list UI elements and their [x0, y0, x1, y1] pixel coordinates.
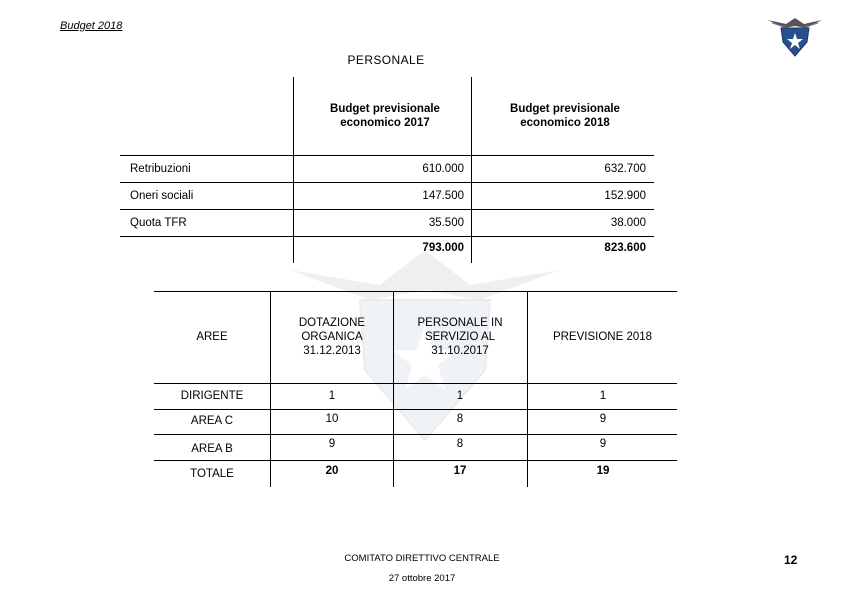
staff-dotazione-value: 1: [328, 390, 336, 402]
staff-table-rule: [154, 460, 677, 461]
staff-dotazione-value: 10: [325, 413, 339, 425]
budget-row-label: Quota TFR: [130, 217, 187, 229]
staff-row-area: DIRIGENTE: [180, 390, 244, 402]
staff-dotazione-total: 20: [325, 465, 339, 477]
staff-table-divider: [393, 291, 394, 487]
staff-table-rule: [154, 383, 677, 384]
staff-previsione-value: 1: [599, 390, 607, 402]
budget-total-2017: 793.000: [422, 242, 464, 254]
staff-table-divider: [270, 291, 271, 487]
budget-row-label: Retribuzioni: [130, 163, 191, 175]
budget-table-rule: [120, 209, 654, 210]
budget-table-rule: [120, 155, 654, 156]
budget-value-2017: 35.500: [428, 217, 464, 229]
budget-value-2017: 147.500: [422, 190, 464, 202]
document-header-title: Budget 2018: [60, 20, 123, 32]
staff-previsione-value: 9: [599, 413, 607, 425]
staff-servizio-value: 8: [456, 413, 464, 425]
staff-row-area: AREA C: [190, 415, 234, 427]
staff-table-rule: [154, 291, 677, 292]
budget-table-rule: [120, 236, 654, 237]
page-title: PERSONALE: [347, 53, 425, 67]
budget-value-2018: 632.700: [604, 163, 646, 175]
budget-column-header-2017: Budget previsionale economico 2017: [330, 103, 440, 129]
staff-table-rule: [154, 409, 677, 410]
staff-column-header-servizio: PERSONALE IN SERVIZIO AL 31.10.2017: [417, 317, 503, 357]
staff-row-area: TOTALE: [190, 468, 234, 480]
club-logo-icon: [766, 14, 824, 58]
budget-column-header-2018: Budget previsionale economico 2018: [510, 103, 620, 129]
budget-row-label: Oneri sociali: [130, 190, 194, 202]
staff-table-divider: [527, 291, 528, 487]
footer-date: 27 ottobre 2017: [388, 573, 456, 584]
staff-dotazione-value: 9: [328, 438, 336, 450]
staff-previsione-total: 19: [596, 465, 610, 477]
budget-total-2018: 823.600: [604, 242, 646, 254]
budget-value-2018: 152.900: [604, 190, 646, 202]
staff-row-area: AREA B: [191, 443, 233, 455]
staff-column-header-previsione: PREVISIONE 2018: [552, 331, 653, 343]
staff-previsione-value: 9: [599, 438, 607, 450]
page-number: 12: [784, 553, 798, 567]
staff-servizio-value: 8: [456, 438, 464, 450]
staff-column-header-dotazione: DOTAZIONE ORGANICA 31.12.2013: [298, 317, 366, 357]
staff-column-header-aree: AREE: [196, 331, 228, 343]
budget-value-2017: 610.000: [422, 163, 464, 175]
budget-value-2018: 38.000: [610, 217, 646, 229]
staff-servizio-total: 17: [453, 465, 467, 477]
staff-servizio-value: 1: [456, 390, 464, 402]
budget-table-rule: [120, 182, 654, 183]
footer-committee: COMITATO DIRETTIVO CENTRALE: [344, 553, 500, 564]
staff-table-rule: [154, 434, 677, 435]
